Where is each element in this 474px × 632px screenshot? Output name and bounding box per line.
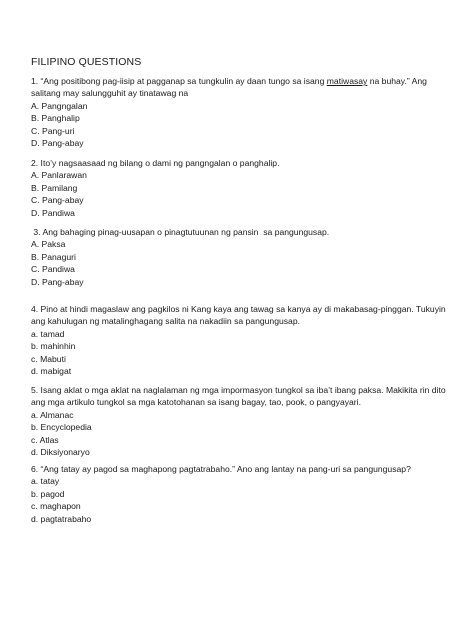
question-2-stem: 2. Ito’y nagsaasaad ng bilang o dami ng pangngalan o panghalip. — [31, 158, 280, 168]
question-5-options — [31, 409, 451, 459]
question-6-option-a: a. tatay — [31, 476, 60, 487]
question-4-option-b: b. mahinhin — [31, 341, 76, 352]
question-5-option-c: c. Atlas — [31, 434, 59, 445]
question-5 — [31, 384, 451, 458]
question-1-stem — [31, 75, 451, 100]
question-6-option-b: b. pagod — [31, 488, 65, 499]
question-1-option-b: B. Panghalip — [31, 113, 80, 124]
question-4-option-c: c. Mabuti — [31, 353, 66, 364]
question-1-underlined-word: matiwasay — [326, 76, 368, 86]
question-5-option-d: d. Diksiyonaryo — [31, 447, 90, 458]
question-1-option-a: A. Pangngalan — [31, 100, 88, 111]
question-4-options — [31, 328, 451, 378]
document-title: FILIPINO QUESTIONS — [31, 56, 142, 68]
question-1-stem-text: 1. “Ang positibong pag-iisip at pagganap sa tungkulin ay daan tungo sa isang — [31, 76, 327, 86]
question-1-options — [31, 100, 451, 150]
question-5-option-b: b. Encyclopedia — [31, 422, 92, 433]
question-3-option-c: C. Pandiwa — [31, 264, 75, 275]
question-4 — [31, 303, 451, 377]
question-3-option-b: B. Panaguri — [31, 251, 76, 262]
question-2 — [31, 157, 451, 219]
question-3-option-d: D. Pang-abay — [31, 276, 84, 287]
question-6-option-c: c. maghapon — [31, 501, 81, 512]
question-3-options — [31, 238, 451, 288]
question-1 — [31, 75, 451, 149]
question-4-option-d: d. mabigat — [31, 366, 72, 377]
question-6-option-d: d. pagtatrabaho — [31, 513, 92, 524]
question-6-options — [31, 475, 451, 525]
question-2-option-c: C. Pang-abay — [31, 195, 84, 206]
question-2-option-b: B. Pamilang — [31, 182, 78, 193]
question-5-stem: 5. Isang aklat o mga aklat na naglalaman ng mga impormasyon tungkol sa iba’t ibang paksa. Makikita rin dito ang mga artikulo tungkol sa mga katotohanan sa isang bagay, tao, pook, o pangyayari. — [31, 385, 446, 408]
question-6-stem: 6. “Ang tatay ay pagod sa maghapong pagtatrabaho.” Ano ang lantay na pang-uri sa pangungusap? — [31, 464, 411, 474]
question-3-option-a: A. Paksa — [31, 239, 66, 250]
question-2-option-d: D. Pandiwa — [31, 207, 75, 218]
question-3 — [31, 226, 451, 288]
question-1-stem-text-end: na buhay.” Ang salitang may salungguhit ay tinatawag na — [31, 76, 427, 99]
question-1-option-d: D. Pang-abay — [31, 138, 84, 149]
question-6 — [31, 463, 451, 525]
question-4-option-a: a. tamad — [31, 328, 65, 339]
question-3-stem: 3. Ang bahaging pinag-uusapan o pinagtutuunan ng pansin sa pangungusap. — [31, 227, 330, 237]
question-1-option-c: C. Pang-uri — [31, 125, 75, 136]
question-2-options — [31, 169, 451, 219]
question-5-option-a: a. Almanac — [31, 409, 74, 420]
question-2-option-a: A. Panlarawan — [31, 170, 87, 181]
question-4-stem: 4. Pino at hindi magaslaw ang pagkilos ni Kang kaya ang tawag sa kanya ay di makabasag-pinggan. Tukuyin ang kahulugan ng matalinghagang salita na nakadiin sa pangungusap. — [31, 304, 446, 327]
